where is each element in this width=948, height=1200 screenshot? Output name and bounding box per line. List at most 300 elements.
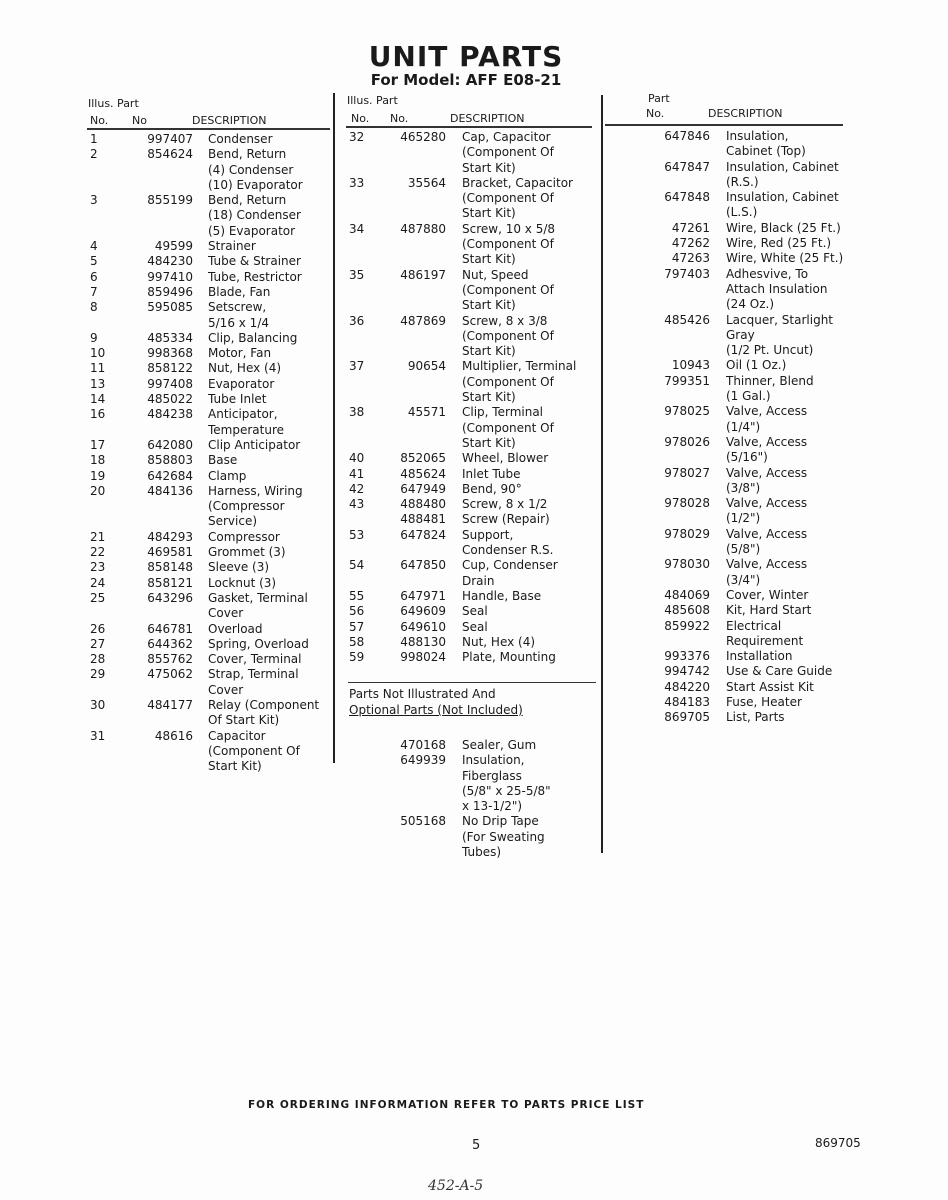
part-description: Motor, Fan [208,346,272,361]
table-row [349,528,576,559]
part-number: 488481 [400,512,446,527]
table-row [349,482,576,497]
table-row [90,270,319,285]
table-row [90,469,319,484]
table-row [90,132,319,147]
illus-number: 35 [349,267,365,282]
table-row [349,738,551,753]
part-number: 10943 [671,358,710,373]
part-description: Valve, Access (1/2") [726,496,808,526]
part-number: 487869 [400,313,446,328]
part-number: 858148 [147,560,193,575]
part-number: 485624 [400,466,446,481]
table-row [90,729,319,775]
illus-number: 1 [90,132,98,146]
part-description: Cover, Terminal [208,652,302,667]
table-row [90,652,319,667]
table-row [349,753,551,814]
table-row [349,130,576,176]
part-description: Screw, 10 x 5/8 (Component Of Start Kit) [462,221,556,267]
note-line-1: Parts Not Illustrated And [349,687,496,701]
table-row [349,405,576,451]
part-number: 643296 [147,590,193,605]
part-description: Clip, Balancing [208,330,298,345]
col1-parts-table [90,132,319,774]
part-description: Inlet Tube [462,466,521,481]
table-row [349,359,576,405]
table-row [349,467,576,482]
part-description: Clamp [208,468,247,483]
col2-header-desc: DESCRIPTION [450,112,525,125]
part-description: Fuse, Heater [726,694,802,709]
part-number: 484183 [664,694,710,709]
part-number: 997407 [147,132,193,146]
illus-number: 4 [90,239,98,254]
illus-number: 26 [90,621,106,636]
part-description: Wheel, Blower [462,451,549,466]
part-number: 998368 [147,346,193,361]
part-description: Spring, Overload [208,636,309,651]
part-description: Valve, Access (3/8") [726,465,808,495]
part-number: 978027 [664,465,710,480]
part-number: 859922 [664,618,710,633]
part-description: Tube Inlet [208,392,267,407]
col1-header-rule [87,128,330,130]
part-number: 799351 [664,373,710,388]
illus-number: 24 [90,575,106,590]
part-description: Use & Care Guide [726,664,833,679]
part-number: 595085 [147,300,193,315]
part-description: Blade, Fan [208,284,271,299]
part-number: 647949 [400,481,446,496]
part-number: 644362 [147,636,193,651]
part-description: Nut, Hex (4) [462,634,536,649]
part-description: Support, Condenser R.S. [462,527,554,558]
column-divider [601,95,603,853]
part-description: Cap, Capacitor (Component Of Start Kit) [462,130,554,175]
col3-parts-table [620,129,843,726]
table-row [620,710,843,725]
part-number: 998024 [400,650,446,665]
part-description: Locknut (3) [208,575,277,590]
illus-number: 53 [349,527,365,542]
col1-header-top: Illus. Part [88,97,139,110]
part-description: Overload [208,621,263,636]
part-number: 978026 [664,434,710,449]
part-number: 485022 [147,392,193,407]
part-description: Bend, Return (4) Condenser (10) Evaporator [208,147,303,192]
illus-number: 18 [90,453,106,468]
model-subtitle: For Model: AFF E08-21 [370,71,562,89]
table-row [349,451,576,466]
part-description: Installation [726,649,793,664]
table-row [620,619,843,650]
table-row [90,698,319,729]
table-row [620,680,843,695]
table-row [90,346,319,361]
ordering-note: FOR ORDERING INFORMATION REFER TO PARTS PRICE LIST [248,1099,645,1111]
part-description: Tube & Strainer [208,254,301,269]
table-row [349,814,551,860]
table-row [90,438,319,453]
part-description: Capacitor (Component Of Start Kit) [208,728,300,774]
part-number: 997408 [147,376,193,391]
illus-number: 19 [90,468,106,483]
part-number: 484230 [147,254,193,269]
illus-number: 10 [90,346,106,361]
part-description: Plate, Mounting [462,650,556,665]
part-number: 647846 [664,129,710,143]
illus-number: 36 [349,313,365,328]
table-row [620,603,843,618]
col3-header-rule [605,124,843,126]
illus-number: 25 [90,590,106,605]
part-number: 978028 [664,496,710,511]
table-row [620,588,843,603]
illus-number: 31 [90,728,106,743]
optional-parts-table [349,738,551,860]
illus-number: 11 [90,361,106,376]
table-row [90,637,319,652]
table-row [620,527,843,558]
illus-number [349,753,389,814]
part-number: 978025 [664,404,710,419]
table-row [620,557,843,588]
table-row [349,497,576,512]
illus-number: 5 [90,254,98,269]
part-description: Strap, Terminal Cover [208,667,299,697]
part-description: Bracket, Capacitor (Component Of Start Kit) [462,175,573,221]
part-description: Sleeve (3) [208,560,270,575]
part-description: Thinner, Blend (1 Gal.) [726,373,814,404]
illus-number [349,814,389,860]
table-row [349,650,576,665]
part-description: Clip, Terminal (Component Of Start Kit) [462,405,554,450]
col1-header-no: No. [90,114,109,127]
illus-number: 29 [90,667,106,682]
table-row [90,622,319,637]
part-description: Insulation, Fiberglass (5/8" x 25-5/8" x 13-1/2") [462,753,551,814]
illus-number: 20 [90,483,106,498]
part-description: Base [208,453,238,468]
part-number: 505168 [400,814,446,829]
part-number: 993376 [664,649,710,664]
table-row [349,558,576,589]
table-row [620,190,843,221]
part-number: 647848 [664,190,710,205]
table-row [620,695,843,710]
part-description: Screw, 8 x 1/2 [462,497,548,512]
part-description: Cup, Condenser Drain [462,558,558,588]
part-number: 649609 [400,604,446,619]
table-row [90,300,319,331]
table-row [620,251,843,266]
illus-number: 14 [90,392,106,407]
table-row [620,267,843,313]
part-description: Gasket, Terminal Cover [208,590,308,621]
part-description: Insulation, Cabinet (Top) [726,129,806,159]
illus-number: 59 [349,650,365,665]
part-description: Clip Anticipator [208,437,301,452]
part-number: 649939 [400,753,446,768]
part-description: Bend, Return (18) Condenser (5) Evaporator [208,193,301,238]
part-description: Start Assist Kit [726,679,814,694]
part-number: 47261 [671,220,710,235]
table-row [90,377,319,392]
illus-number: 28 [90,652,106,667]
note-line-2: Optional Parts (Not Included) [349,703,523,717]
part-number: 858122 [147,361,193,376]
col3-header-top: Part [648,92,670,105]
table-row [349,589,576,604]
part-number: 484293 [147,529,193,544]
part-number: 642684 [147,468,193,483]
part-number: 647850 [400,558,446,573]
illus-number: 54 [349,558,365,573]
table-row [620,649,843,664]
illus-number: 43 [349,497,365,512]
table-row [90,285,319,300]
table-row [90,453,319,468]
part-description: Handle, Base [462,588,542,603]
part-description: Valve, Access (3/4") [726,557,808,587]
illus-number: 23 [90,560,106,575]
document-number: 869705 [815,1136,861,1150]
part-description: Screw (Repair) [462,512,550,527]
col1-header-desc: DESCRIPTION [192,114,267,127]
part-number: 486197 [400,267,446,282]
part-number: 90654 [407,359,446,374]
illus-number: 2 [90,147,98,162]
illus-number: 37 [349,359,365,374]
table-row [90,239,319,254]
part-description: Adhesvive, To Attach Insulation (24 Oz.) [726,266,828,312]
table-row [349,314,576,360]
col2-header-rule [346,126,592,128]
table-row [90,331,319,346]
part-description: No Drip Tape (For Sweating Tubes) [462,814,545,860]
col3-header-desc: DESCRIPTION [708,107,783,120]
part-description: Compressor [208,529,280,544]
part-description: Wire, Red (25 Ft.) [726,236,832,251]
table-row [620,374,843,405]
illus-number: 17 [90,437,106,452]
table-row [349,635,576,650]
table-row [349,268,576,314]
part-number: 852065 [400,451,446,466]
part-description: Kit, Hard Start [726,603,812,618]
part-number: 855199 [147,193,193,208]
part-number: 646781 [147,621,193,636]
illus-number: 40 [349,451,365,466]
illus-number: 6 [90,269,98,284]
part-number: 485334 [147,330,193,345]
part-description: Oil (1 Oz.) [726,358,787,373]
part-description: Bend, 90° [462,481,522,496]
col2-header-top: Illus. Part [347,94,398,107]
illus-number: 41 [349,466,365,481]
illus-number: 8 [90,300,98,315]
part-number: 978030 [664,557,710,572]
table-row [620,221,843,236]
illus-number: 9 [90,330,98,345]
part-number: 45571 [407,405,446,420]
part-number: 647971 [400,588,446,603]
part-description: Wire, Black (25 Ft.) [726,220,841,235]
illus-number: 32 [349,130,365,144]
part-description: Setscrew, 5/16 x 1/4 [208,300,269,330]
table-row [90,667,319,698]
table-row [620,160,843,191]
part-number: 858121 [147,575,193,590]
part-description: Grommet (3) [208,545,286,560]
part-number: 488130 [400,634,446,649]
part-number: 484136 [147,483,193,498]
col2-header-part: No. [390,112,409,125]
table-row [349,620,576,635]
illus-number [349,738,389,753]
illus-number: 7 [90,284,98,299]
illus-number: 58 [349,634,365,649]
part-number: 47263 [671,251,710,266]
table-row [620,358,843,373]
part-number: 854624 [147,147,193,162]
part-description: Evaporator [208,376,275,391]
part-number: 994742 [664,664,710,679]
part-description: Valve, Access (5/8") [726,526,808,557]
part-number: 649610 [400,619,446,634]
table-row [620,236,843,251]
table-row [90,560,319,575]
table-row [90,147,319,193]
part-number: 488480 [400,497,446,512]
part-number: 48616 [154,728,193,743]
part-number: 797403 [664,266,710,281]
page-number: 5 [472,1138,481,1153]
illus-number: 22 [90,545,106,560]
part-number: 475062 [147,667,193,682]
part-number: 647847 [664,159,710,174]
part-number: 35564 [407,175,446,190]
illus-number: 56 [349,604,365,619]
part-description: Sealer, Gum [462,738,537,752]
table-row [90,361,319,376]
table-row [90,576,319,591]
part-description: Cover, Winter [726,587,809,602]
part-number: 465280 [400,130,446,144]
part-description: Harness, Wiring (Compressor Service) [208,483,303,529]
part-description: Electrical Requirement [726,618,804,648]
table-row [349,512,576,527]
part-number: 642080 [147,437,193,452]
part-description: Multiplier, Terminal (Component Of Start Kit) [462,359,577,405]
part-number: 997410 [147,269,193,284]
illus-number: 57 [349,619,365,634]
illus-number: 42 [349,481,365,496]
page-title: UNIT PARTS [368,40,564,73]
part-description: Seal [462,604,488,619]
part-number: 49599 [154,239,193,254]
part-description: Seal [462,619,488,634]
table-row [90,484,319,530]
illus-number: 30 [90,697,106,712]
table-row [349,222,576,268]
table-row [620,313,843,359]
illus-number: 27 [90,636,106,651]
part-number: 469581 [147,545,193,560]
part-number: 855762 [147,652,193,667]
part-description: Strainer [208,239,256,254]
table-row [620,664,843,679]
col2-parts-table [349,130,576,665]
table-row [90,545,319,560]
part-number: 978029 [664,526,710,541]
part-number: 484238 [147,407,193,422]
part-number: 470168 [400,738,446,752]
column-divider [333,93,335,763]
table-row [620,496,843,527]
part-number: 858803 [147,453,193,468]
col3-header-part: No. [646,107,665,120]
part-description: List, Parts [726,710,785,725]
table-row [620,466,843,497]
col1-header-part: No [132,114,147,127]
part-number: 485426 [664,312,710,327]
table-row [349,604,576,619]
illus-number: 34 [349,221,365,236]
illus-number: 21 [90,529,106,544]
part-description: Tube, Restrictor [208,269,302,284]
illus-number: 38 [349,405,365,420]
part-description: Wire, White (25 Ft.) [726,251,844,266]
part-number: 859496 [147,284,193,299]
part-number: 484220 [664,679,710,694]
table-row [620,435,843,466]
part-number: 487880 [400,221,446,236]
illus-number: 33 [349,175,365,190]
part-number: 485608 [664,603,710,618]
part-number: 869705 [664,710,710,725]
section-rule [348,682,596,683]
table-row [90,392,319,407]
illus-number: 55 [349,588,365,603]
part-description: Nut, Hex (4) [208,361,282,376]
part-number: 47262 [671,236,710,251]
part-number: 647824 [400,527,446,542]
table-row [349,176,576,222]
table-row [620,129,843,160]
part-description: Anticipator, Temperature [208,407,285,437]
part-number: 484177 [147,697,193,712]
optional-parts-note [349,686,523,718]
illus-number: 13 [90,376,106,391]
table-row [620,404,843,435]
part-description: Valve, Access (5/16") [726,434,808,465]
part-description: Screw, 8 x 3/8 (Component Of Start Kit) [462,313,554,359]
handwritten-note: 452-A-5 [428,1178,484,1194]
table-row [90,530,319,545]
part-description: Insulation, Cabinet (L.S.) [726,190,839,220]
col2-header-no: No. [351,112,370,125]
table-row [90,407,319,438]
illus-number [349,512,389,527]
part-number: 484069 [664,587,710,602]
table-row [90,591,319,622]
part-description: Insulation, Cabinet (R.S.) [726,159,839,189]
part-description: Lacquer, Starlight Gray (1/2 Pt. Uncut) [726,312,834,358]
part-description: Nut, Speed (Component Of Start Kit) [462,267,554,313]
illus-number: 3 [90,193,98,208]
